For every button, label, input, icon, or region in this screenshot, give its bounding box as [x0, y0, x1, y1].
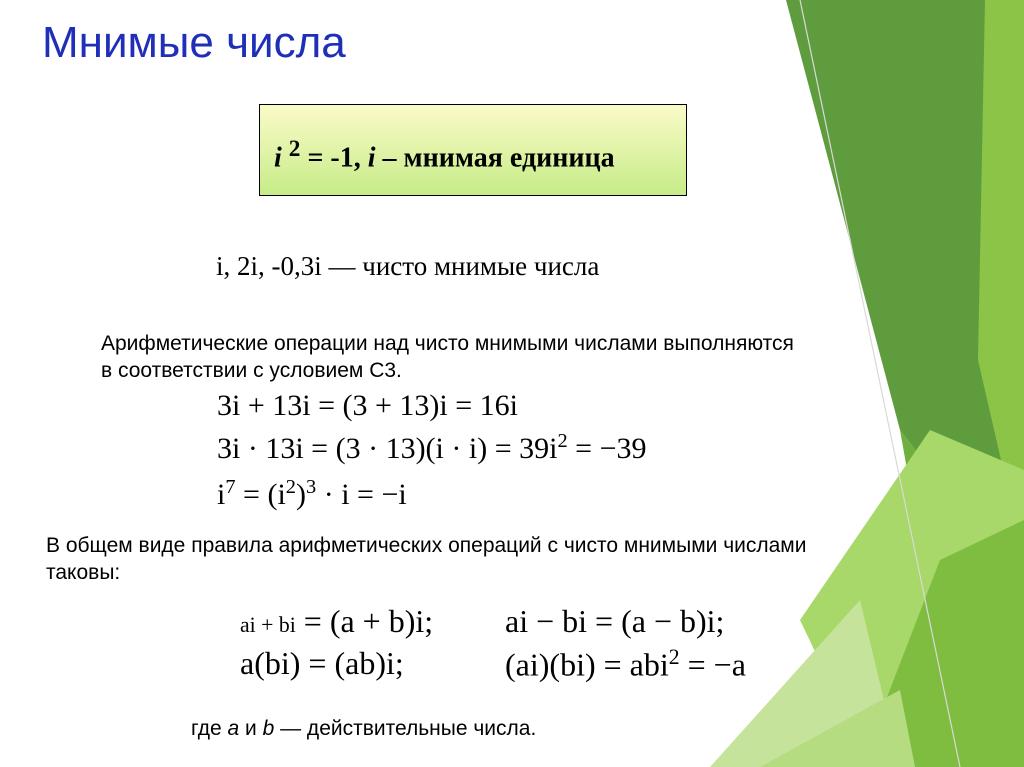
definition-i: i — [274, 142, 282, 174]
example-1-rhs: = (3 + 13)i = 16i — [318, 389, 519, 422]
rule-addition-lhs: ai + bi — [240, 613, 296, 637]
rule-scalar-multiplication: a(bi) = (ab)i; — [240, 645, 404, 681]
rule-addition — [240, 603, 433, 640]
example-2-sup: 2 — [557, 430, 568, 452]
footnote-post: — действительные числа. — [274, 717, 537, 740]
pure-imaginary-line: i, 2i, -0,3i — чисто мнимые числа — [216, 251, 600, 281]
example-3-inner-sup: 2 — [285, 476, 296, 498]
rule-multiplication — [505, 645, 746, 684]
rule-multiplication-rhs: = −a — [679, 646, 746, 683]
footnote-b: b — [262, 717, 275, 740]
rule-multiplication-sup: 2 — [668, 645, 680, 669]
example-3-close: ) — [296, 478, 306, 511]
example-2-lhs: 3i · 13i — [217, 432, 304, 465]
example-3 — [217, 476, 407, 512]
example-3-base: i — [217, 478, 226, 511]
definition-rest: – мнимая единица — [375, 142, 615, 174]
definition-superscript: 2 — [288, 136, 301, 162]
example-2-mid: = (3 · 13)(i · i) = 39i — [311, 432, 558, 465]
example-3-sup: 7 — [225, 476, 236, 498]
example-1-lhs: 3i + 13i — [217, 389, 311, 422]
example-3-rhs: · i = −i — [316, 478, 407, 511]
example-1 — [217, 389, 518, 423]
definition-middle: = -1, — [300, 142, 368, 174]
example-3-outer-sup: 3 — [306, 476, 317, 498]
rule-subtraction: ai − bi = (a − b)i; — [505, 603, 725, 639]
footnote — [191, 717, 536, 741]
definition-box — [259, 104, 687, 196]
definition-text — [274, 136, 615, 174]
example-2-rhs: = −39 — [567, 432, 647, 465]
slide-title: Мнимые числа — [42, 18, 346, 67]
paragraph-general-rules: В общем виде правила арифметических операций с чисто мнимыми числами таковы: — [46, 534, 807, 584]
definition-i-2: i — [367, 142, 376, 174]
example-2 — [217, 430, 647, 466]
footnote-a: a — [227, 717, 240, 740]
footnote-pre: где — [191, 717, 228, 740]
paragraph-operations: Арифметические операции над чисто мнимыми числами выполняются в соответствии с условием С3. — [101, 332, 794, 382]
example-3-mid: = (i — [235, 478, 286, 511]
rule-addition-rhs: = (a + b)i; — [295, 603, 434, 639]
rule-multiplication-lhs: (ai)(bi) = abi — [505, 646, 669, 683]
footnote-mid: и — [239, 717, 263, 740]
